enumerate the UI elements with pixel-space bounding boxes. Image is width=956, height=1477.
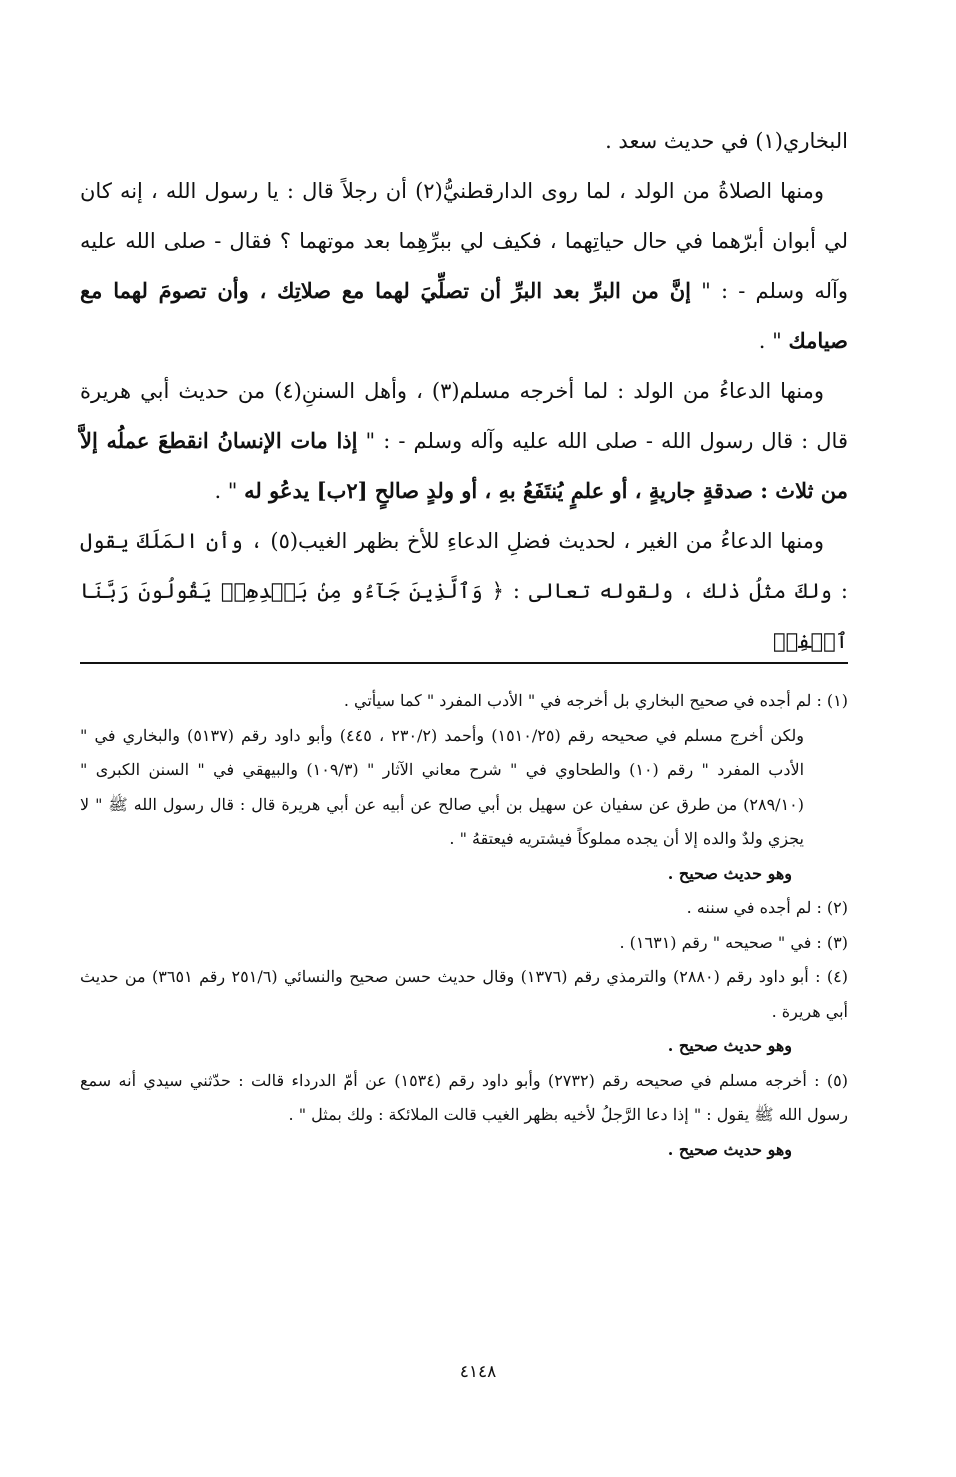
footnote-4-grade: وهو حديث صحيح .	[667, 1036, 792, 1055]
hadith-deeds-text: إذا مات الإنسانُ انقطعَ عملُه إلاَّ من ثلاث : صدقةٍ جاريةٍ ، أو علمٍ يُنتَفَعُ بهِ ، أو ولدٍ صالحٍ [٢ب] يدعُو له	[80, 428, 848, 503]
footnote-1-grade: وهو حديث صحيح .	[667, 863, 792, 883]
footnote-5-grade: وهو حديث صحيح .	[667, 1139, 792, 1159]
page-number: ٤١٤٨	[459, 1362, 497, 1382]
footnote-5: (٥) : أخرجه مسلم في صحيحه رقم (٢٧٣٢) وأبو داود رقم (١٥٣٤) عن أمّ الدرداء قالت : حدّثني سيدي أنه سمع رسول الله ﷺ يقول : " إذا دعا الرَّجلُ لأخيه بظهر الغيب قالت الملائكة : ولك بمثل " .	[80, 1070, 849, 1124]
paragraph-supplication: ومنها الدعاءُ من الولد : لما أخرجه مسلم(٣) ، وأهل السننِ(٤) من حديث أبي هريرة قال : قال رسول الله - صلى الله عليه وآله وسلم - : " إذا مات الإنسانُ انقطعَ عملُه إلاَّ من ثلاث : صدقةٍ جاريةٍ ، أو علمٍ يُنتَفَعُ بهِ ، أو ولدٍ صالحٍ [٢ب] يدعُو له " .	[80, 379, 848, 503]
footnote-3: (٣) : في " صحيحه " رقم (١٦٣١) .	[619, 932, 848, 952]
paragraph-prayer: ومنها الصلاةُ من الولد ، لما روى الدارقطنيُّ(٢) أن رجلاً قال : يا رسول الله ، إنه كان لي أبوان أبرّهما في حال حياتِهما ، فكيف لي ببرِّهِما بعد موتهما ؟ فقال - صلى الله عليه وآله وسلم - : " إنَّ من البرِّ بعد البرِّ أن تصلِّيَ لهما مع صلاتِك ، وأن تصومَ لهما مع صيامك " .	[80, 179, 848, 353]
hadith-prayer-text: إنَّ من البرِّ بعد البرِّ أن تصلِّيَ لهما مع صلاتِك ، وأن تصومَ لهما مع صيامك	[80, 278, 848, 353]
footnote-1: (١) : لم أجده في صحيح البخاري بل أخرجه في " الأدب المفرد " كما سيأتي .	[343, 691, 848, 710]
paragraph-bukhari: البخاري(١) في حديث سعد .	[605, 129, 848, 153]
footnote-2: (٢) : لم أجده في سننه .	[686, 898, 848, 917]
footnote-1-detail: ولكن أخرج مسلم في صحيحه رقم (١٥١٠/٢٥) وأحمد (٢٣٠/٢ ، ٤٤٥) وأبو داود رقم (٥١٣٧) والبخاري في " الأدب المفرد " رقم (١٠) والطحاوي في " شرح معاني الآثار " (١٠٩/٣) والبيهقي في " السنن الكبرى " (٢٨٩/١٠) من طرق عن سفيان عن سهيل بن أبي صالح عن أبيه عن أبي هريرة قال : قال رسول الله ﷺ " لا يجزي ولدٌ والده إلا أن يجده مملوكاً فيشتريه فيعتقهُ " .	[80, 725, 805, 848]
footnote-divider	[80, 662, 848, 664]
paragraph-others: ومنها الدعاءُ من الغير ، لحديث فضلِ الدعاءِ للأخ بظهر الغيب(٥) ، وأن المَلَكَ يقول : ولكَ مثلُ ذلك ، ولقوله تعالى : ﴿ وَٱلَّذِينَ جَآءُو مِنۢ بَعۡدِهِمۡ يَقُولُونَ رَبَّنَا ٱغۡفِرۡ	[80, 529, 848, 653]
footnote-4: (٤) : أبو داود رقم (٢٨٨٠) والترمذي رقم (١٣٧٦) وقال حديث حسن صحيح والنسائي (٢٥١/٦ رقم ٣٦٥١) من حديث أبي هريرة .	[80, 967, 849, 1021]
main-text	[80, 116, 848, 666]
footnotes	[80, 684, 848, 1167]
